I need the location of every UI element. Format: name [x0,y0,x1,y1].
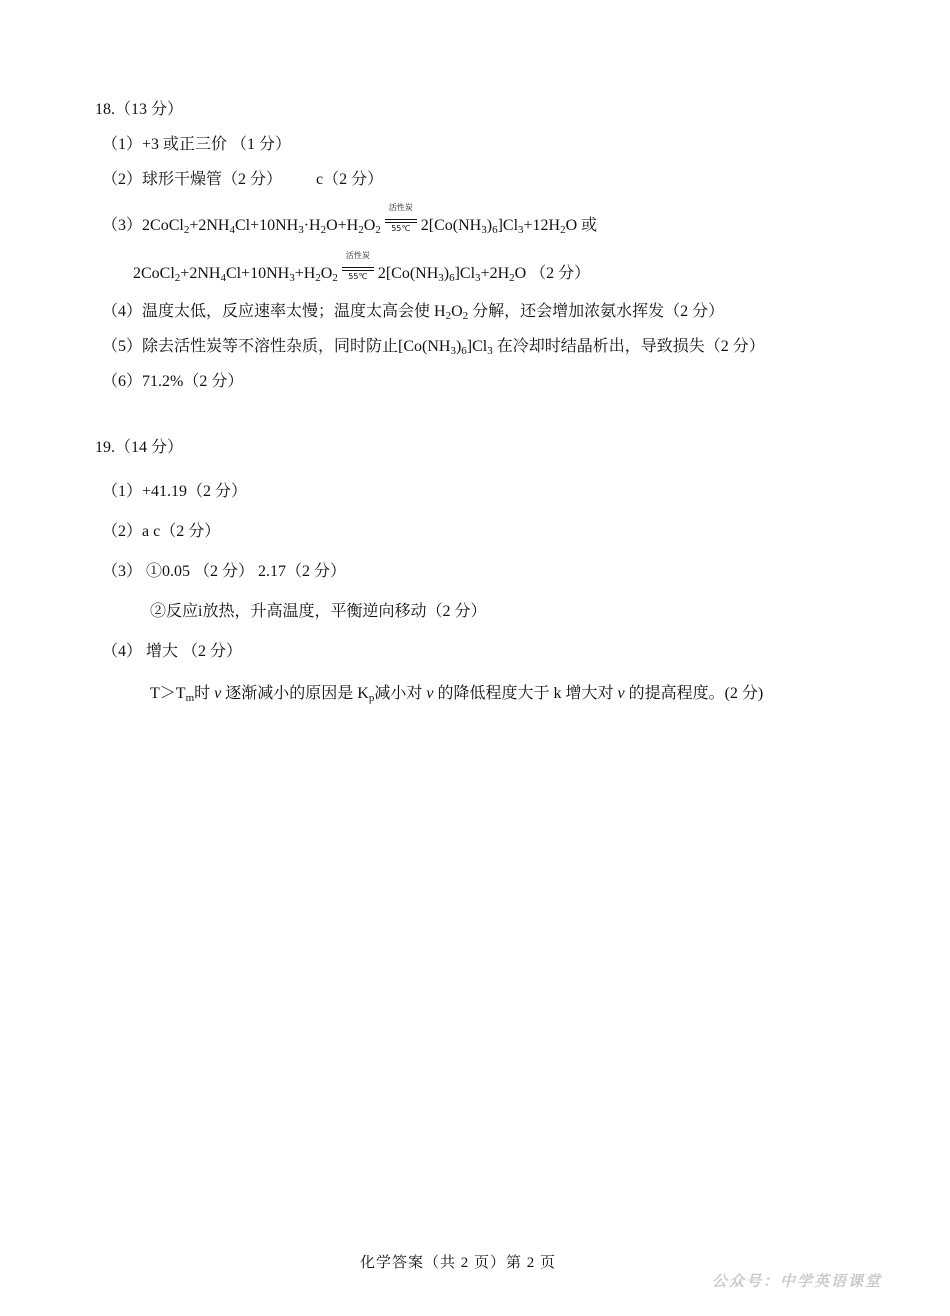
q18-answer-3-equation-2: $2CoCl_2+2NH_4Cl+10NH_3+H_2O_2$ 活性炭 55℃ $2[Co(NH_3)_6]Cl_3+2H_2O$ （2 分） [133,251,591,284]
q19-header: 19.（14 分） [95,439,184,456]
q18-answer-3-equation-1: $(3)2CoCl_2+2NH_4Cl+10NH_3\cdot H_2O+H_2O_2$ 活性炭 55℃ $2[Co(NH_3)_6]Cl_3+12H_2O$ 或 [102,203,598,236]
q19-answer-3b: ②反应i放热，升高温度，平衡逆向移动（2 分） [150,603,487,620]
q18-answer-1: （1）+3 或正三价 （1 分） [102,136,292,153]
q18-answer-6: （6）71.2%（2 分） [102,373,244,390]
q19-answer-4: （4） 增大 （2 分） [102,643,243,660]
q19-answer-2: （2）a c（2 分） [102,523,221,540]
q18-answer-4: （4）温度太低，反应速率太慢；温度太高会使 $H_2O_2$ 分解，还会增加浓氨水挥发（2 分） [102,303,725,322]
q19-answer-3: （3） ①0.05 （2 分） 2.17（2 分） [102,563,347,580]
q19-answer-1: （1）+41.19（2 分） [102,483,248,500]
q19-answer-4b: $T>T_m$时 v 逐渐减小的原因是 $K_p$减小对 v 的降低程度大于 k 增大对 v 的提高程度。(2 分) [150,685,764,704]
q18-header: 18.（13 分） [95,101,184,118]
q18-answer-2: （2）球形干燥管（2 分） c（2 分） [102,171,384,188]
watermark: 公众号：中学英语课堂 [712,1272,883,1290]
page-footer: 化学答案（共 2 页）第 2 页 [360,1255,557,1271]
q18-answer-5: （5）除去活性炭等不溶性杂质，同时防止$[Co(NH_3)_6]Cl_3$ 在冷却时结晶析出，导致损失（2 分） [102,338,765,357]
reaction-condition-mark: 活性炭 55℃ [340,260,376,280]
reaction-condition-mark: 活性炭 55℃ [383,212,419,232]
